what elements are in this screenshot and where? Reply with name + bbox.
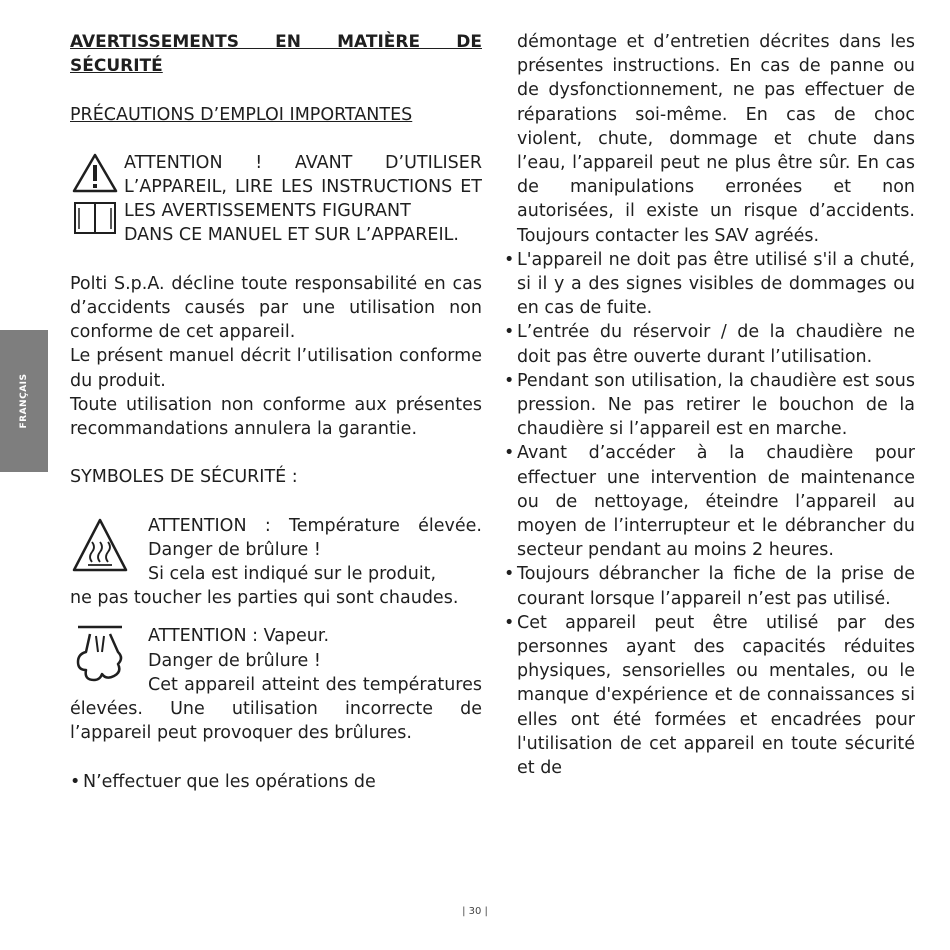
manual-book-icon (75, 203, 115, 233)
list-item: • L’entrée du réservoir / de la chaudière ne doit pas être ouverte durant l’utilisation. (504, 320, 915, 368)
liability-paragraph: Polti S.p.A. décline toute responsabilité en cas d’accidents causés par une utilisation non conforme de cet appareil. (70, 273, 482, 343)
list-item: • Cet appareil peut être utilisé par des personnes ayant des capacités réduites physiques, sensorielles ou mentales, ou le manque d'expérience et de connaissances si elles ont été formées et encadrées pour l'utilisation de cet appareil en toute sécurité et de (504, 611, 915, 780)
list-item: • Avant d’accéder à la chaudière pour effectuer une intervention de maintenance ou de nettoyage, éteindre l’appareil au moyen de l’interrupteur et le débrancher du secteur pendant au moins 2 heures. (504, 441, 915, 562)
continued-bullet-text: démontage et d’entretien décrites dans les présentes instructions. En cas de panne ou de dysfonctionnement, ne pas effectuer de réparations soi-même. En cas de choc violent, chute, dommage et chute dans l’eau, l’appareil peut ne plus être sûr. En cas de manipulations erronées et non autorisées, il existe un risque d’accidents. Toujours contacter les SAV agréés. (517, 32, 915, 246)
steam-icon (70, 624, 130, 684)
steam-warning-block (70, 624, 482, 745)
language-label: FRANÇAIS (19, 373, 29, 429)
steam-warning-line1: ATTENTION : Vapeur. (148, 626, 330, 647)
attention-block (70, 151, 482, 248)
left-bullet-list (70, 770, 482, 794)
left-column (70, 30, 482, 794)
warning-triangle-icon (70, 151, 120, 241)
hot-surface-icon (70, 514, 130, 578)
hot-surface-icon-wrap (70, 514, 148, 586)
attention-text: ATTENTION ! AVANT D’UTILISER L’APPAREIL, LIRE LES INSTRUCTIONS ET LES AVERTISSEMENTS FIGURANT (124, 152, 482, 222)
page-number: | 30 | (462, 906, 488, 917)
language-side-tab (0, 330, 48, 472)
right-column (504, 30, 915, 780)
list-item: • Toujours débrancher la fiche de la prise de courant lorsque l’appareil n’est pas utilisé. (504, 562, 915, 610)
symbols-heading: SYMBOLES DE SÉCURITÉ : (70, 467, 298, 488)
list-item: • L'appareil ne doit pas être utilisé s'il a chuté, si il y a des signes visibles de dommages ou en cas de fuite. (504, 248, 915, 321)
warranty-paragraph: Toute utilisation non conforme aux présentes recommandations annulera la garantie. (70, 394, 482, 440)
list-item: • N’effectuer que les opérations de (70, 770, 482, 794)
temperature-warning-text: ATTENTION : Température élevée. Danger de brûlure ! (148, 515, 482, 560)
section-subtitle: PRÉCAUTIONS D’EMPLOI IMPORTANTES (70, 104, 413, 125)
temperature-warning-rest: ne pas toucher les parties qui sont chaudes. (70, 588, 459, 609)
steam-warning-line2: Danger de brûlure ! (148, 650, 321, 671)
manual-paragraph: Le présent manuel décrit l’utilisation conforme du produit. (70, 346, 482, 391)
temperature-warning-block (70, 514, 482, 611)
steam-icon-wrap (70, 624, 148, 696)
warning-icons (70, 151, 124, 241)
list-item: • Pendant son utilisation, la chaudière est sous pression. Ne pas retirer le bouchon de la chaudière si l’appareil est en marche. (504, 369, 915, 442)
temperature-warning-line2: Si cela est indiqué sur le produit, (148, 564, 437, 585)
right-bullet-list (504, 248, 915, 780)
section-title: AVERTISSEMENTS EN MATIÈRE DE SÉCURITÉ (70, 32, 482, 77)
attention-text-continued: DANS CE MANUEL ET SUR L’APPAREIL. (124, 225, 459, 246)
steam-paragraph: Cet appareil atteint des températures élevées. Une utilisation incorrecte de l’appareil peut provoquer des brûlures. (70, 674, 482, 744)
